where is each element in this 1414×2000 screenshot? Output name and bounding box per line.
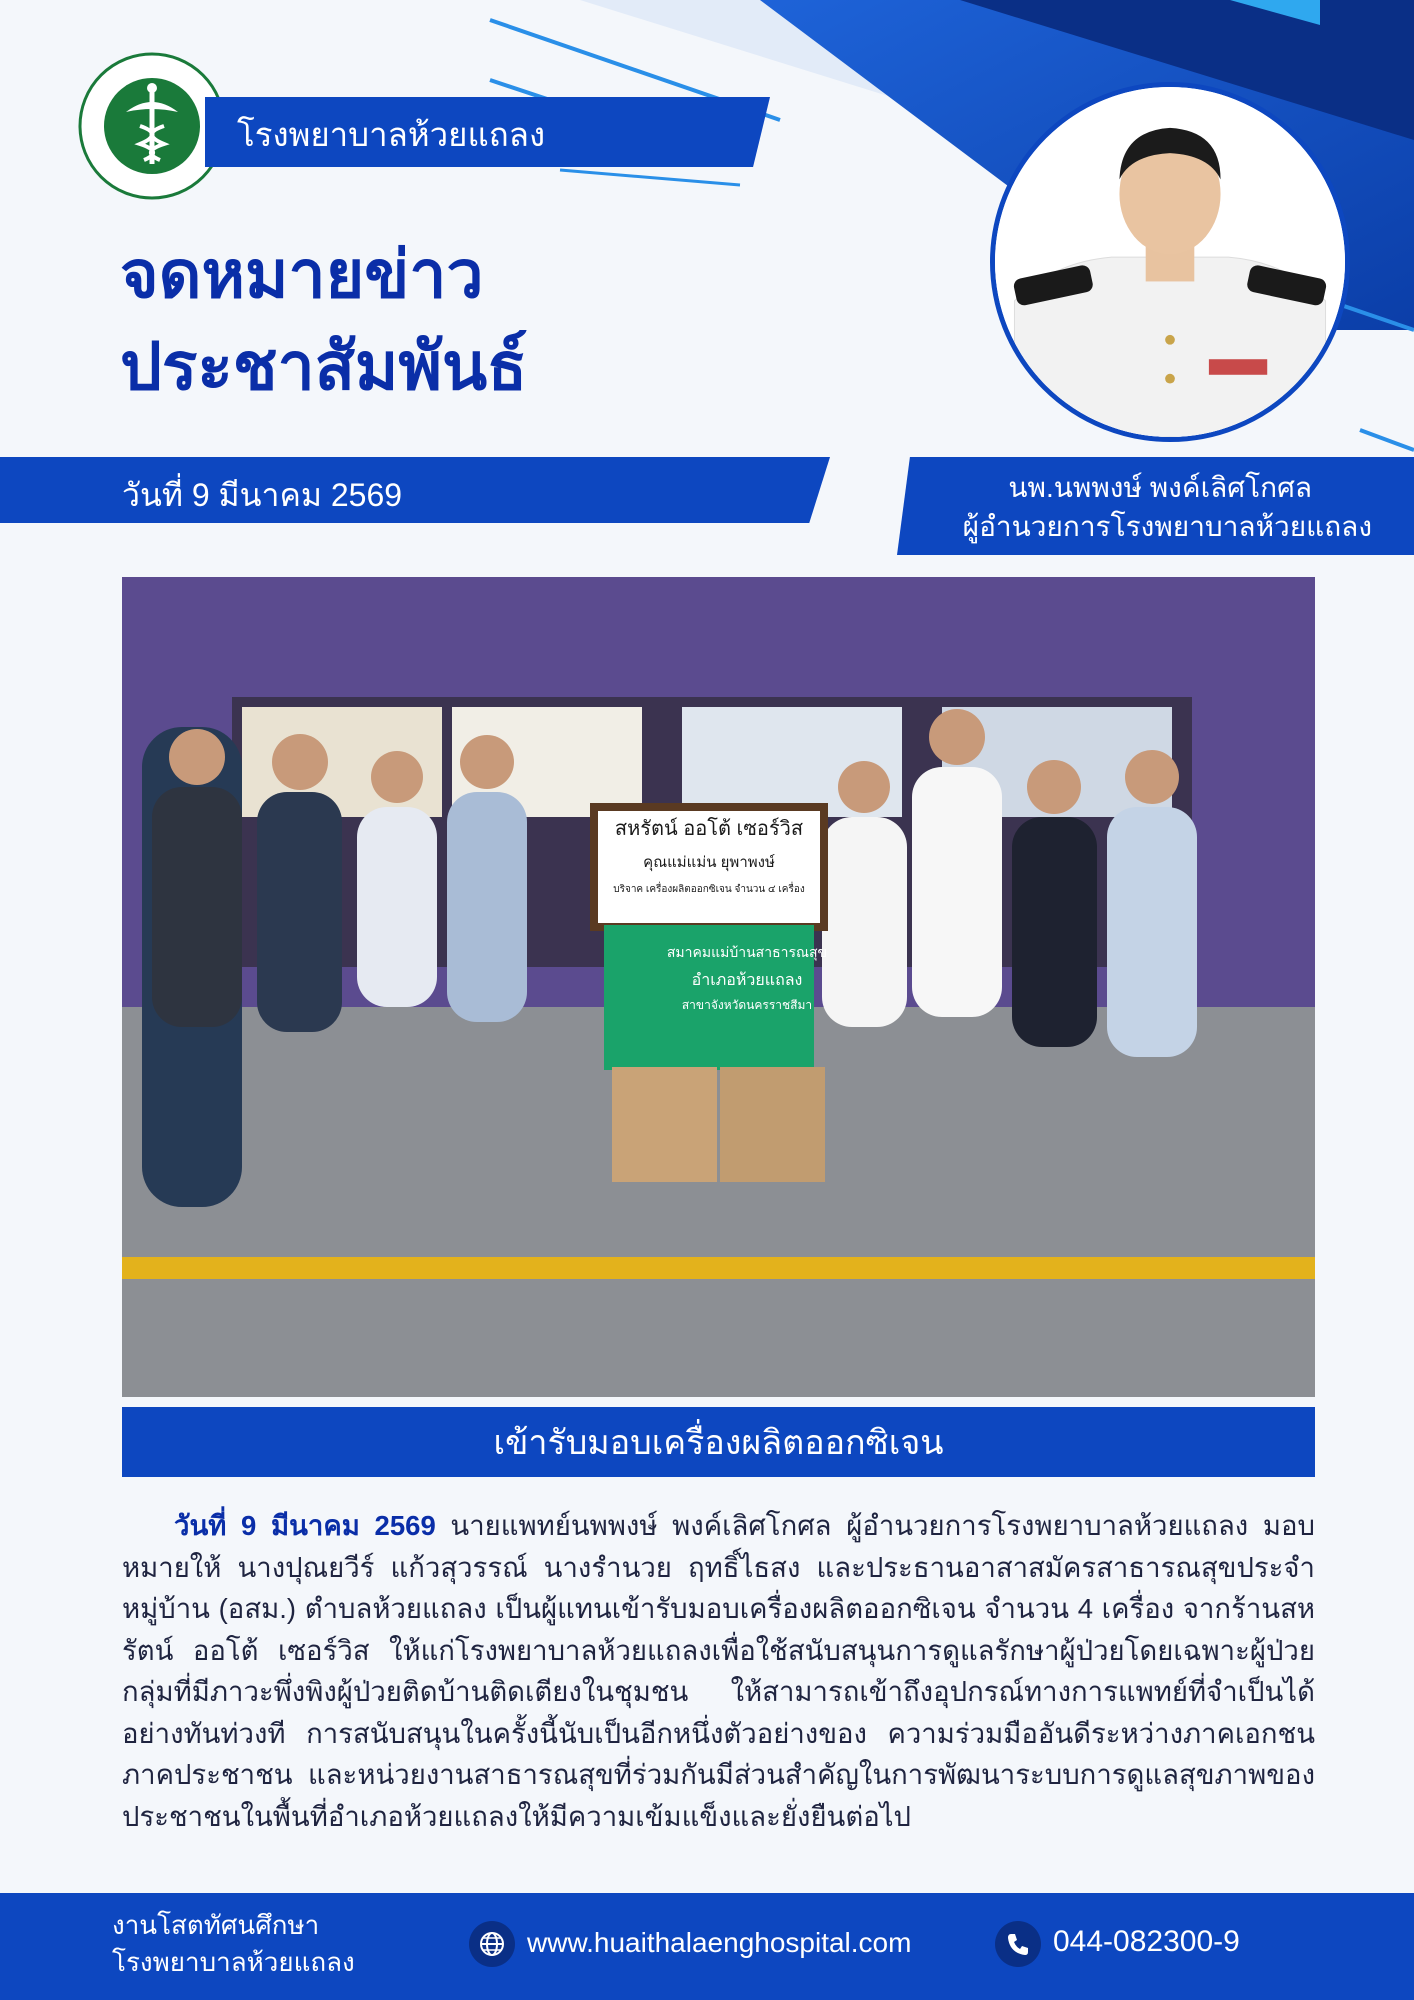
headline: เข้ารับมอบเครื่องผลิตออกซิเจน [493, 1424, 944, 1462]
footer-dept-line-2: โรงพยาบาลห้วยแถลง [112, 1947, 355, 1977]
green-sign-line-2: อำเภอห้วยแถลง [691, 972, 803, 989]
article-text: นายแพทย์นพพงษ์ พงค์เลิศโกศล ผู้อำนวยการโรงพยาบาลห้วยแถลง มอบหมายให้ นางปุณยวีร์ แก้วสุวรรณ์ นางรำนวย ฤทธิ์ไธสง และประธานอาสาสมัครสาธารณสุขประจำหมู่บ้าน (อสม.) ตำบลห้วยแถลง เป็นผู้แทนเข้ารับมอบเครื่องผลิตออกซิเจน จำนวน 4 เครื่อง จากร้านสหรัตน์ ออโต้ เซอร์วิส ให้แก่โรงพยาบาลห้วยแถลงเพื่อใช้สนับสนุนการดูแลรักษาผู้ป่วยโดยเฉพาะผู้ป่วยกลุ่มที่มีภาวะพึ่งพิงผู้ป่วยติดบ้านติดเตียงในชุมชน ให้สามารถเข้าถึงอุปกรณ์ทางการแพทย์ที่จำเป็นได้อย่างทันท่วงที การสนับสนุนในครั้งนี้นับเป็นอีกหนึ่งตัวอย่างของ ความร่วมมืออันดีระหว่างภาคเอกชน ภาคประชาชน และหน่วยงานสาธารณสุขที่ร่วมกันมีส่วนสำคัญในการพัฒนาระบบการดูแลสุขภาพของประชาชนในพื้นที่อำเภอห้วยแถลงให้มีความเข้มแข็งและยั่งยืนต่อไป [122, 1510, 1315, 1832]
hospital-name: โรงพยาบาลห้วยแถลง [237, 116, 546, 153]
hospital-logo [78, 52, 226, 200]
director-title: ผู้อำนวยการโรงพยาบาลห้วยแถลง [962, 511, 1372, 542]
event-photo [122, 577, 1315, 1397]
director-name: นพ.นพพงษ์ พงค์เลิศโกศล [1008, 472, 1312, 503]
globe-icon [469, 1921, 515, 1967]
photo-sign-note: บริจาค เครื่องผลิตออกซิเจน จำนวน ๔ เครื่อง [613, 884, 805, 895]
footer-website[interactable]: www.huaithalaenghospital.com [527, 1927, 912, 1958]
green-sign-line-1: สมาคมแม่บ้านสาธารณสุข [666, 944, 828, 960]
newsletter-title [120, 228, 527, 412]
footer-department [112, 1907, 355, 1981]
portrait-illustration [995, 87, 1345, 437]
phone-icon [995, 1921, 1041, 1967]
headline-bar [122, 1407, 1315, 1477]
director-portrait [990, 82, 1350, 442]
footer-phone[interactable]: 044-082300-9 [1053, 1925, 1240, 1958]
photo-sign-name: สหรัตน์ ออโต้ เซอร์วิส [614, 818, 804, 840]
title-line-1: จดหมายข่าว [120, 237, 484, 311]
article-body [122, 1505, 1315, 1837]
article-lead-date: วันที่ 9 มีนาคม 2569 [174, 1510, 436, 1541]
photo-sign-sub: คุณแม่แม่น ยุพาพงษ์ [643, 854, 775, 871]
title-line-2: ประชาสัมพันธ์ [120, 329, 528, 403]
green-sign-line-3: สาขาจังหวัดนครราชสีมา [681, 998, 813, 1012]
footer-dept-line-1: งานโสตทัศนศึกษา [112, 1910, 320, 1940]
date-text: วันที่ 9 มีนาคม 2569 [122, 477, 403, 513]
